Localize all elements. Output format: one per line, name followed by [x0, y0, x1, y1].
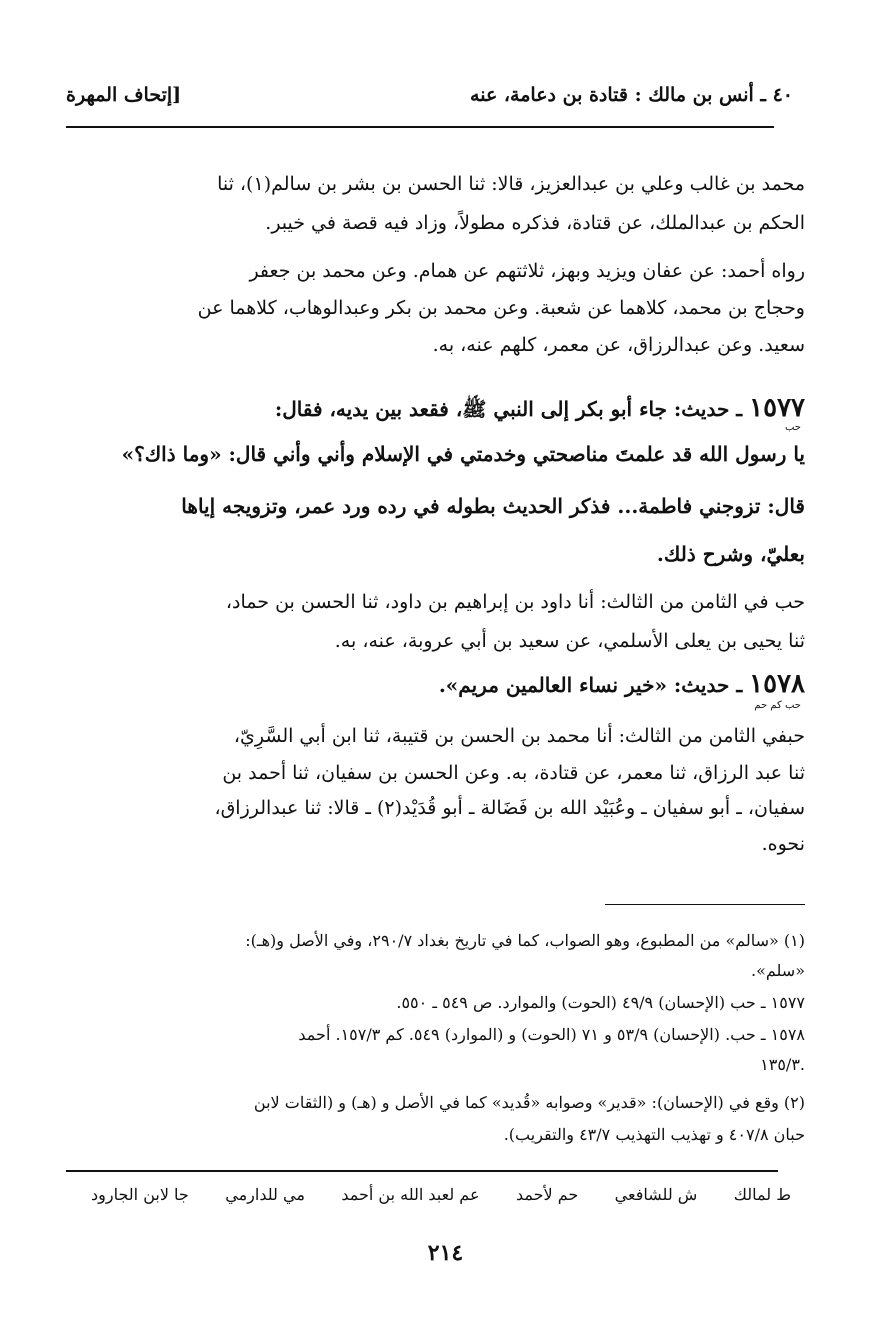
text-line: سفيان، ـ أبو سفيان ـ وعُبَيْد الله بن فَضَالة ـ أبو قُدَيْد(٢) ـ قالا: ثنا عبدالرزاق،	[214, 797, 805, 819]
hadith-text: قال: تزوجني فاطمة... فذكر الحديث بطوله في رده ورد عمر، وتزويجه إياها	[181, 494, 805, 518]
text-line: الحكم بن عبدالملك، عن قتادة، فذكره مطولاً، وزاد فيه قصة في خيبر.	[265, 212, 805, 234]
abbreviation-item: حم لأحمد	[515, 1185, 579, 1204]
abbreviation-item: مي للدارمي	[225, 1185, 305, 1204]
text-line: وحجاج بن محمد، كلاهما عن شعبة. وعن محمد بن بكر وعبدالوهاب، كلاهما عن	[197, 297, 805, 319]
header-rule	[66, 126, 774, 128]
footnote-line: ١٣٥/٣.	[760, 1055, 805, 1074]
source-mark: حب	[784, 422, 801, 433]
text-line: حب في الثامن من الثالث: أنا داود بن إبراهيم بن داود، ثنا الحسن بن حماد،	[225, 591, 805, 613]
text-line: ثنا عبد الرزاق، ثنا معمر، عن قتادة، به. وعن الحسن بن سفيان، ثنا أحمد بن	[222, 762, 805, 784]
footer-rule	[66, 1170, 778, 1172]
text-line: حبفي الثامن من الثالث: أنا محمد بن الحسن بن قتيبة، ثنا ابن أبي السَّرِيّ،	[233, 725, 805, 747]
hadith-text: بعليّ، وشرح ذلك.	[656, 542, 805, 566]
hadith-text: ـ حديث: جاء أبو بكر إلى النبي ﷺ، فقعد بين يديه، فقال:	[274, 397, 743, 421]
footnote-line: (٢) وقع في (الإحسان): «قدير» وصوابه «قُديد» كما في الأصل و (هـ) و (الثقات لابن	[253, 1093, 805, 1112]
abbreviation-item: ط لمالك	[733, 1185, 791, 1204]
hadith-1578-line	[85, 666, 805, 703]
running-header-book: [إتحاف المهرة	[66, 84, 182, 106]
text-line: محمد بن غالب وعلي بن عبدالعزيز، قالا: ثنا الحسن بن بشر بن سالم(١)، ثنا	[217, 173, 805, 195]
footnote-line: «سلم».	[750, 961, 805, 980]
footnote-line: حبان ٤٠٧/٨ و تهذيب التهذيب ٤٣/٧ والتقريب).	[503, 1125, 805, 1144]
abbreviation-item: عم لعبد الله بن أحمد	[341, 1185, 480, 1204]
abbreviation-item: جا لابن الجارود	[91, 1185, 189, 1204]
footnote-line: (١) «سالم» من المطبوع، وهو الصواب، كما في تاريخ بغداد ٢٩٠/٧، وفي الأصل و(هـ):	[245, 931, 805, 950]
hadith-text: ـ حديث: «خير نساء العالمين مريم».	[438, 673, 743, 697]
text-line: سعيد. وعن عبدالرزاق، عن معمر، كلهم عنه، به.	[432, 334, 805, 356]
running-header-title: ٤٠ ـ أنس بن مالك : قتادة بن دعامة، عنه	[470, 84, 793, 106]
hadith-1577-line	[85, 390, 805, 427]
footnote-line: ١٥٧٧ ـ حب (الإحسان) ٤٩/٩ (الحوت) والموارد. ص ٥٤٩ ـ ٥٥٠.	[396, 993, 805, 1012]
text-line: نحوه.	[761, 833, 805, 855]
hadith-number: ١٥٧٧	[749, 393, 805, 423]
page-number: ٢١٤	[427, 1240, 464, 1266]
abbreviation-legend	[91, 1185, 791, 1204]
text-line: رواه أحمد: عن عفان ويزيد وبهز، ثلاثتهم عن همام. وعن محمد بن جعفر	[249, 260, 805, 282]
hadith-text: يا رسول الله قد علمتَ مناصحتي وخدمتي في الإسلام وأني وأني قال: «وما ذاك؟»	[121, 442, 805, 466]
text-line: ثنا يحيى بن يعلى الأسلمي، عن سعيد بن أبي عروبة، عنه، به.	[334, 630, 805, 652]
source-mark: حب كم حم	[754, 700, 801, 711]
hadith-number: ١٥٧٨	[749, 669, 805, 699]
footnote-rule	[605, 904, 805, 905]
abbreviation-item: ش للشافعي	[614, 1185, 698, 1204]
footnote-line: ١٥٧٨ ـ حب. (الإحسان) ٥٣/٩ و ٧١ (الحوت) و (الموارد) ٥٤٩. كم ١٥٧/٣. أحمد	[298, 1025, 805, 1044]
